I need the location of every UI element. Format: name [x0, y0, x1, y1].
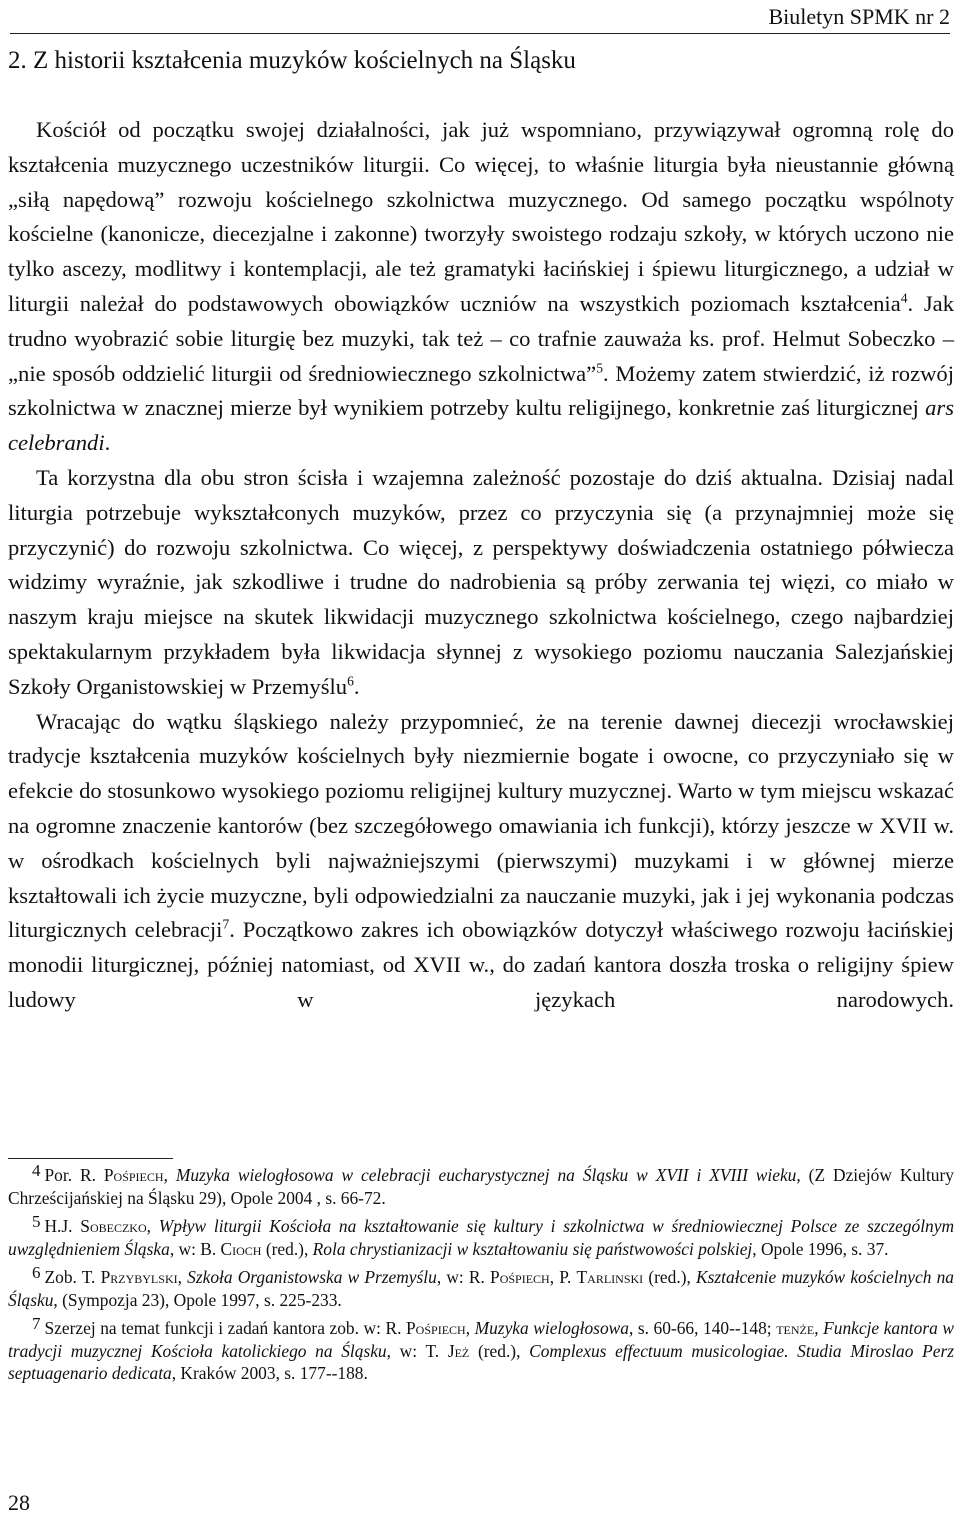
footnote-author: Pośpiech: [406, 1318, 466, 1338]
footnote-number: 5: [32, 1212, 41, 1231]
footnote-ref-6[interactable]: 6: [347, 673, 354, 689]
footnote-number: 6: [32, 1263, 41, 1282]
footnote-7: [8, 1313, 954, 1385]
paragraph-1-italic-term: ars celebrandi: [8, 395, 954, 456]
footnote-author: Cioch: [220, 1238, 262, 1259]
paragraph-3-part-b: . Początkowo zakres ich obowiązków dotyczył właściwego rozwoju łacińskiej monodii liturgicznej, później natomiast, od XVII w., do zadań kantora doszła troska o religijny śpiew ludowy w językach narodowych.: [8, 917, 954, 1012]
section-title: 2. Z historii kształcenia muzyków kościelnych na Śląsku: [8, 47, 576, 74]
paragraph-1-end: .: [104, 430, 111, 456]
footnote-6: [8, 1262, 954, 1311]
footnote-author: Sobeczko: [80, 1216, 147, 1236]
footnote-text: ,: [465, 1318, 475, 1338]
footnote-title: Rola chrystianizacji w kształtowaniu się państwowości polskiej: [312, 1238, 753, 1259]
footnote-text: (red.),: [469, 1340, 530, 1361]
footnote-text: H.J.: [44, 1216, 81, 1236]
footnote-title: Funkcje kantora w tradycji muzycznej Kościoła katolickiego na Śląsku: [8, 1318, 954, 1361]
footnote-title: Kształcenie muzyków kościelnych na Śląsku: [8, 1267, 955, 1310]
paragraph-3-part-a: Wracając do wątku śląskiego należy przypomnieć, że na terenie dawnej diecezji wrocławskiej tradycje kształcenia muzyków kościelnych były niezmiernie bogate i owocne, co przyczyniało się w efekcie do stosunkowo wysokiego poziomu religijnej kultury muzycznej. Warto w tym miejscu wskazać na ogromne znaczenie kantorów (bez szczegółowego omawiania ich funkcji), którzy jeszcze w XVII w. w ośrodkach kościelnych byli najważniejszymi (pierwszymi) muzykami i w głównej mierze kształtowali ich życie muzyczne, byli odpowiedzialni za nauczanie muzyki, jak i jej wykonania podczas liturgicznych celebracji: [8, 708, 954, 943]
footnote-text: ,: [814, 1318, 824, 1338]
paragraph-1: [8, 113, 954, 461]
footnote-text: , s. 60-66, 140--148;: [628, 1318, 777, 1338]
footnote-author: tenże: [776, 1318, 815, 1338]
footnote-text: ,: [163, 1165, 176, 1185]
footnote-separator: [8, 1158, 173, 1159]
footnote-text: , w: B.: [169, 1238, 221, 1259]
footnote-text: ,: [177, 1267, 188, 1287]
footnote-ref-5[interactable]: 5: [596, 360, 603, 376]
footnote-text: , P.: [549, 1267, 577, 1287]
footnote-title: Szkoła Organistowska w Przemyślu: [187, 1267, 437, 1287]
footnotes: [8, 1160, 954, 1385]
footnote-title: Wpływ liturgii Kościoła na kształtowanie się kultury i szkolnictwa w średniowiecznej Polsce ze szczególnym uwzględnieniem Śląska: [8, 1216, 955, 1259]
footnote-text: , (Sympozja 23), Opole 1997, s. 225-233.: [53, 1289, 342, 1310]
footnote-text: , w: T.: [386, 1340, 448, 1361]
footnote-text: ,: [146, 1216, 159, 1236]
body-text: [8, 113, 954, 1018]
footnote-ref-4[interactable]: 4: [900, 290, 908, 306]
running-title: Biuletyn SPMK nr 2: [768, 4, 950, 29]
running-header: [10, 2, 950, 34]
page-number: 28: [8, 1490, 30, 1515]
paragraph-1-part-b: . Jak trudno wyobrazić sobie liturgię bez muzyki, tak też – co trafnie zauważa ks. prof. Helmut Sobeczko – „nie sposób oddzielić liturgii od średniowiecznego szkolnictwa”: [8, 290, 955, 386]
footnote-title: Muzyka wielogłosowa w celebracji eucharystycznej na Śląsku w XVII i XVIII wieku: [175, 1165, 797, 1185]
paragraph-1-part-a: Kościół od początku swojej działalności, jak już wspomniano, przywiązywał ogromną rolę do kształcenia muzycznego uczestników liturgii. Co więcej, to właśnie liturgia była nieustannie główną „siłą napędową” rozwoju kościelnego szkolnictwa muzycznego. Od samego początku wspólnoty kościelne (kanonicze, diecezjalne i zakonne) tworzyły swoistego rodzaju szkoły, w których uczono nie tylko ascezy, modlitwy i kontemplacji, ale też gramatyki łacińskiej i śpiewu liturgicznego, a udział w liturgii należał do podstawowych obowiązków uczniów na wszystkich poziomach kształcenia: [8, 117, 954, 316]
footnote-number: 7: [32, 1314, 41, 1333]
paragraph-1-part-c: . Możemy zatem stwierdzić, iż rozwój szkolnictwa w znacznej mierze był wynikiem potrzeby kultu religijnego, konkretnie zaś liturgicznej: [8, 360, 954, 421]
paragraph-2: [8, 461, 954, 705]
footnote-5: [8, 1211, 954, 1260]
footnote-author: Przybylski: [100, 1267, 178, 1287]
footnote-4: [8, 1160, 954, 1209]
footnote-text: , Kraków 2003, s. 177--188.: [171, 1363, 368, 1383]
footnote-author: Pośpiech: [103, 1165, 164, 1185]
footnote-title: Muzyka wielogłosowa: [474, 1318, 629, 1338]
footnote-author: Jeż: [447, 1340, 470, 1361]
paragraph-2-end: .: [353, 673, 360, 699]
footnote-text: Szerzej na temat funkcji i zadań kantora zob. w: R.: [44, 1318, 407, 1338]
footnote-ref-7[interactable]: 7: [222, 916, 230, 932]
footnote-text: , Opole 1996, s. 37.: [752, 1238, 889, 1259]
footnote-text: Zob. T.: [44, 1267, 101, 1287]
footnote-text: (red.),: [643, 1267, 697, 1287]
footnote-text: (red.),: [261, 1238, 313, 1259]
footnote-text: , (Z Dziejów Kultury Chrześcijańskiej na Śląsku 29), Opole 2004 , s. 66-72.: [8, 1165, 954, 1208]
footnote-author: Pośpiech: [490, 1267, 550, 1287]
paragraph-2-part-a: Ta korzystna dla obu stron ścisła i wzajemna zależność pozostaje do dziś aktualna. Dzisiaj nadal liturgia potrzebuje wykształconych muzyków, przez co przyczynia się (a przynajmniej może się przyczynić) do rozwoju szkolnictwa. Co więcej, z perspektywy doświadczenia ostatniego półwiecza widzimy wyraźnie, jak szkodliwe i trudne do nadrobienia są próby zerwania tej więzi, co miało w naszym kraju miejsce na skutek likwidacji muzycznego szkolnictwa kościelnego, czego najbardziej spektakularnym przykładem była likwidacja słynnej z wysokiego poziomu nauczania Salezjańskiej Szkoły Organistowskiej w Przemyślu: [8, 464, 954, 699]
paragraph-3: [8, 705, 954, 1018]
footnote-author: Tarlinski: [576, 1267, 644, 1287]
footnote-number: 4: [32, 1161, 41, 1180]
footnote-text: Por. R.: [44, 1165, 104, 1185]
footnote-title: Complexus effectuum musicologiae. Studia Miroslao Perz septuagenario dedicata: [8, 1340, 955, 1383]
footnote-text: , w: R.: [436, 1267, 491, 1287]
